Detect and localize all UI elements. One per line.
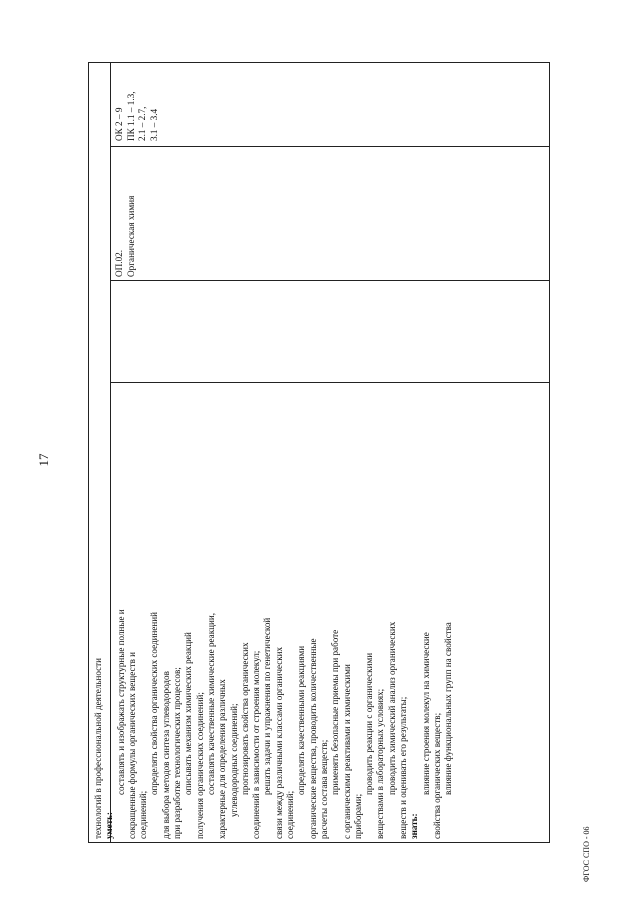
skills-line: свойства органических веществ; [431,712,442,839]
skills-line: проводить реакции с органическими [364,652,375,795]
skills-line: сокращенные формулы органических веществ и [126,651,137,839]
skills-line: веществ и оценивать его результаты; [398,696,409,839]
table-left-border [88,62,89,843]
competency-line: 3.1 – 3.4 [148,108,159,141]
skills-line: технологий в профессиональной деятельности [93,657,103,839]
discipline-cell [114,149,154,277]
skills-line: расчеты состава веществ; [318,739,329,839]
skills-line: связи между различными классами органических [273,646,284,839]
skills-cell [93,459,545,839]
discipline-code: ОП.02. [114,249,124,277]
skills-line: для выбора методов синтеза углеводородов [160,671,171,839]
skills-line: решать задачи и упражнения по генетической [262,617,273,795]
competencies-cell [114,61,174,141]
table-right-border [549,62,550,843]
competency-line: 2.1 – 2.7, [137,106,148,141]
skills-line: составлять качественные химические реакции, [205,612,216,795]
skills-line: соединений; [285,790,296,839]
skills-line: определять качественными реакциями [296,645,307,795]
skills-line: составлять и изображать структурные полные и [115,609,126,795]
document-code: ФГОС СПО - 06 [582,826,591,882]
column-separator [110,146,549,147]
column-separator [110,382,549,383]
table-bottom-border [88,842,550,843]
skills-line: получения органических соединений; [194,692,205,839]
skills-line: знать: [409,813,420,839]
competencies-text [114,61,160,141]
competency-line: ОК 2 – 9 [114,107,124,141]
skills-line: веществами в лабораторных условиях; [375,688,386,839]
skills-line: применять безопасные приемы при работе [330,629,341,795]
skills-line: влияние строения молекул на химические [420,632,431,795]
skills-line: определять свойства органических соединений [149,611,160,795]
skills-line: описывать механизм химических реакций [183,632,194,795]
column-separator [110,280,549,281]
skills-line: соединений; [138,790,149,839]
skills-line: уметь: [104,812,115,839]
skills-line: с органическими реактивами и химическими [341,664,352,839]
discipline-name: Органическая химия [125,195,136,277]
skills-line: влияние функциональных групп на свойства [443,622,454,795]
skills-line: приборами; [352,793,363,839]
skills-line: характерные для определения различных [217,679,228,839]
skills-line: органические вещества, проводить количественные [307,638,318,839]
skills-line: прогнозировать свойства органических [239,642,250,795]
skills-text [93,459,455,839]
competency-line: ПК 1.1 – 1.3, [125,91,136,141]
skills-line: при разработке технологических процессов; [172,667,183,839]
skills-line: соединений в зависимости от строения молекул; [251,650,262,839]
page-number: 17 [36,453,51,467]
skills-line: проводить химический анализ органических [386,621,397,795]
skills-line: углеводородных соединений; [228,703,239,817]
